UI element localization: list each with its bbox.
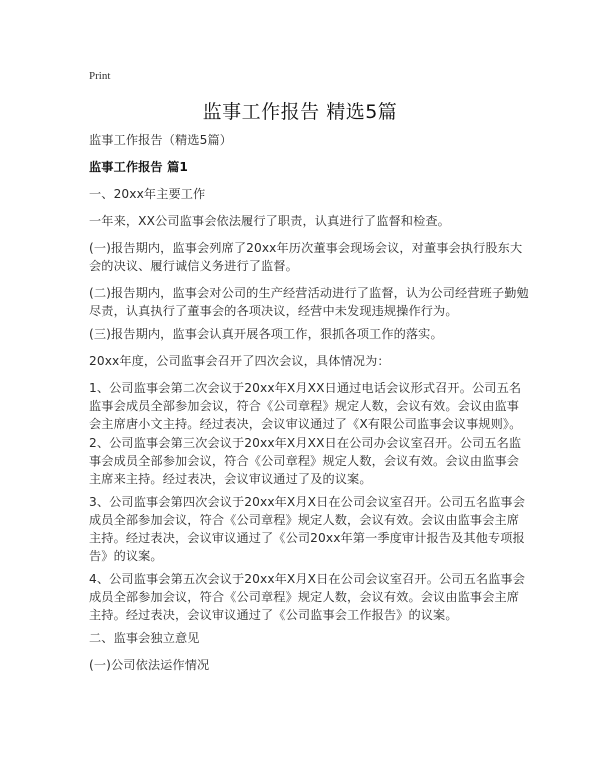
document-title: 监事工作报告 精选5篇 <box>202 101 398 123</box>
meeting-item-3: 3、公司监事会第四次会议于20xx年X月X日在公司会议室召开。公司五名监事会成员全部参加会议，符合《公司章程》规定人数，会议有效。会议由监事会主席主持。经过表决，会议审议通过了《公司20xx年第一季度审计报告及其他专项报告》的议案。 <box>89 495 525 563</box>
paragraph: (三)报告期内，监事会认真开展各项工作，狠抓各项工作的落实。 <box>89 327 443 341</box>
paragraph: (一)报告期内，监事会列席了20xx年历次董事会现场会议，对董事会执行股东大会的决议、履行诚信义务进行了监督。 <box>89 241 523 273</box>
meeting-item-1: 1、公司监事会第二次会议于20xx年X月XX日通过电话会议形式召开。公司五名监事会成员全部参加会议，符合《公司章程》规定人数，会议有效。会议由监事会主席唐小文主持。经过表决，会议审议通过了《X有限公司监事会议事规则》。 <box>89 381 522 431</box>
meeting-item-4: 4、公司监事会第五次会议于20xx年X月X日在公司会议室召开。公司五名监事会成员全部参加会议，符合《公司章程》规定人数，会议有效。会议由监事会主席主持。经过表决，会议审议通过了《公司监事会工作报告》的议案。 <box>89 572 525 622</box>
paragraph: (二)报告期内，监事会对公司的生产经营活动进行了监督，认为公司经营班子勤勉尽责，认真执行了董事会的各项决议，经营中未发现违规操作行为。 <box>89 286 529 318</box>
document-subtitle: 监事工作报告（精选5篇） <box>89 133 233 147</box>
meeting-item-2: 2、公司监事会第三次会议于20xx年X月XX日在公司办会议室召开。公司五名监事会成员全部参加会议，符合《公司章程》规定人数，会议有效。会议由监事会主席来主持。经过表决，会议审议通过了及的议案。 <box>89 436 522 486</box>
print-label: Print <box>89 70 111 82</box>
paragraph-heading-1: 一、20xx年主要工作 <box>89 187 206 201</box>
paragraph: 20xx年度，公司监事会召开了四次会议，具体情况为： <box>89 354 390 368</box>
section-heading: 监事工作报告 篇1 <box>89 160 188 174</box>
paragraph-heading-2: 二、监事会独立意见 <box>89 631 200 645</box>
paragraph: 一年来，XX公司监事会依法履行了职责，认真进行了监督和检查。 <box>89 214 450 228</box>
paragraph: (一)公司依法运作情况 <box>89 658 210 672</box>
